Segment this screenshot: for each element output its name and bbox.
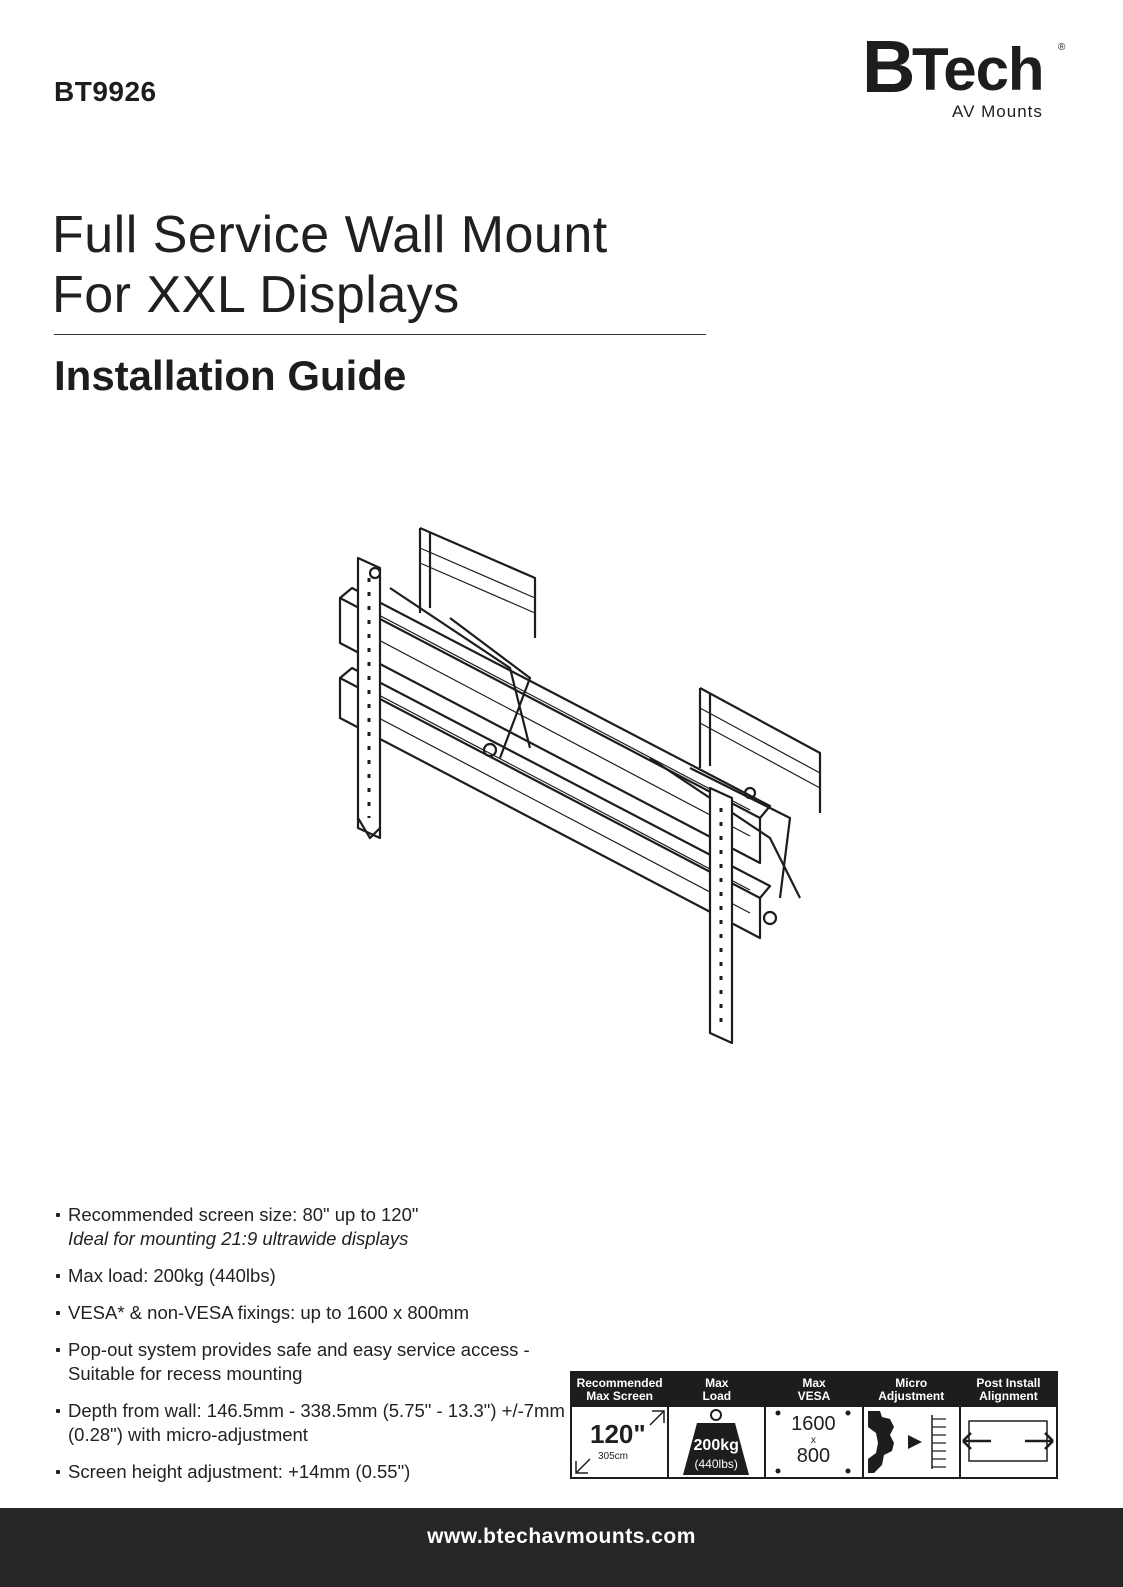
spec-body xyxy=(669,1407,764,1477)
spec-header-line: Max Screen xyxy=(586,1389,653,1403)
title-divider xyxy=(54,334,706,335)
document-title xyxy=(52,205,608,325)
website-link[interactable]: www.btechavmounts.com xyxy=(427,1525,696,1548)
spec-body xyxy=(961,1407,1056,1477)
spec-header-line: Max xyxy=(705,1376,729,1390)
spec-micro-adjustment xyxy=(864,1373,961,1477)
vesa-x: x xyxy=(810,1435,816,1446)
diagonal-arrow-icon xyxy=(572,1407,666,1477)
spec-header-line: Load xyxy=(702,1389,732,1403)
spec-icon-strip xyxy=(570,1371,1058,1479)
feature-list xyxy=(56,1203,576,1497)
model-number: BT9926 xyxy=(54,76,157,107)
title-line-1: Full Service Wall Mount xyxy=(52,206,608,264)
spec-max-vesa xyxy=(766,1373,863,1477)
feature-text: Depth from wall: 146.5mm - 338.5mm (5.75" - 13.3") +/-7mm (0.28") with micro-adjustment xyxy=(68,1400,565,1445)
feature-item xyxy=(56,1264,576,1288)
spec-header-line: VESA xyxy=(797,1389,831,1403)
logo-b-mark: B xyxy=(862,25,912,108)
feature-text: Pop-out system provides safe and easy service access - Suitable for recess mounting xyxy=(68,1339,530,1384)
spec-max-load xyxy=(669,1373,766,1477)
vesa-height: 800 xyxy=(796,1445,831,1467)
logo-tagline: AV Mounts xyxy=(952,102,1043,121)
feature-text: Recommended screen size: 80" up to 120" xyxy=(68,1204,419,1225)
load-value: 200kg xyxy=(693,1437,739,1454)
logo-wordmark: Tech xyxy=(912,36,1044,103)
spec-header xyxy=(766,1373,861,1407)
spec-body xyxy=(766,1407,861,1477)
spec-post-install-alignment xyxy=(961,1373,1056,1477)
feature-text: Screen height adjustment: +14mm (0.55") xyxy=(68,1461,411,1482)
feature-item xyxy=(56,1338,576,1386)
spec-header-line: Post Install xyxy=(976,1376,1041,1390)
gear-scale-icon xyxy=(864,1407,958,1477)
screen-size-value: 120" xyxy=(590,1419,646,1449)
feature-text: Max load: 200kg (440lbs) xyxy=(68,1265,276,1286)
feature-item xyxy=(56,1399,576,1447)
spec-header-line: Adjustment xyxy=(878,1389,945,1403)
spec-header xyxy=(572,1373,667,1407)
spec-header-line: Micro xyxy=(895,1376,928,1390)
spec-max-screen xyxy=(572,1373,669,1477)
feature-item xyxy=(56,1301,576,1325)
spec-body xyxy=(864,1407,959,1477)
footer-bar xyxy=(0,1508,1123,1587)
registered-mark: ® xyxy=(1058,42,1066,53)
wall-mount-illustration xyxy=(330,518,830,1048)
spec-body xyxy=(572,1407,667,1477)
title-line-2: For XXL Displays xyxy=(52,266,460,324)
feature-item xyxy=(56,1203,576,1251)
load-value-lbs: (440lbs) xyxy=(694,1457,738,1471)
horizontal-arrows-icon xyxy=(961,1407,1055,1477)
feature-item xyxy=(56,1460,576,1484)
document-subtitle: Installation Guide xyxy=(54,352,407,399)
screen-size-cm: 305cm xyxy=(598,1451,629,1462)
feature-subtext: Ideal for mounting 21:9 ultrawide displays xyxy=(68,1228,409,1249)
spec-header xyxy=(864,1373,959,1407)
feature-text: VESA* & non-VESA fixings: up to 1600 x 800mm xyxy=(68,1302,470,1323)
vesa-width: 1600 xyxy=(791,1413,836,1435)
brand-logo xyxy=(862,25,1072,124)
spec-header-line: Max xyxy=(802,1376,826,1390)
spec-header-line: Recommended xyxy=(576,1376,663,1390)
spec-header xyxy=(669,1373,764,1407)
spec-header xyxy=(961,1373,1056,1407)
spec-header-line: Alignment xyxy=(979,1389,1038,1403)
